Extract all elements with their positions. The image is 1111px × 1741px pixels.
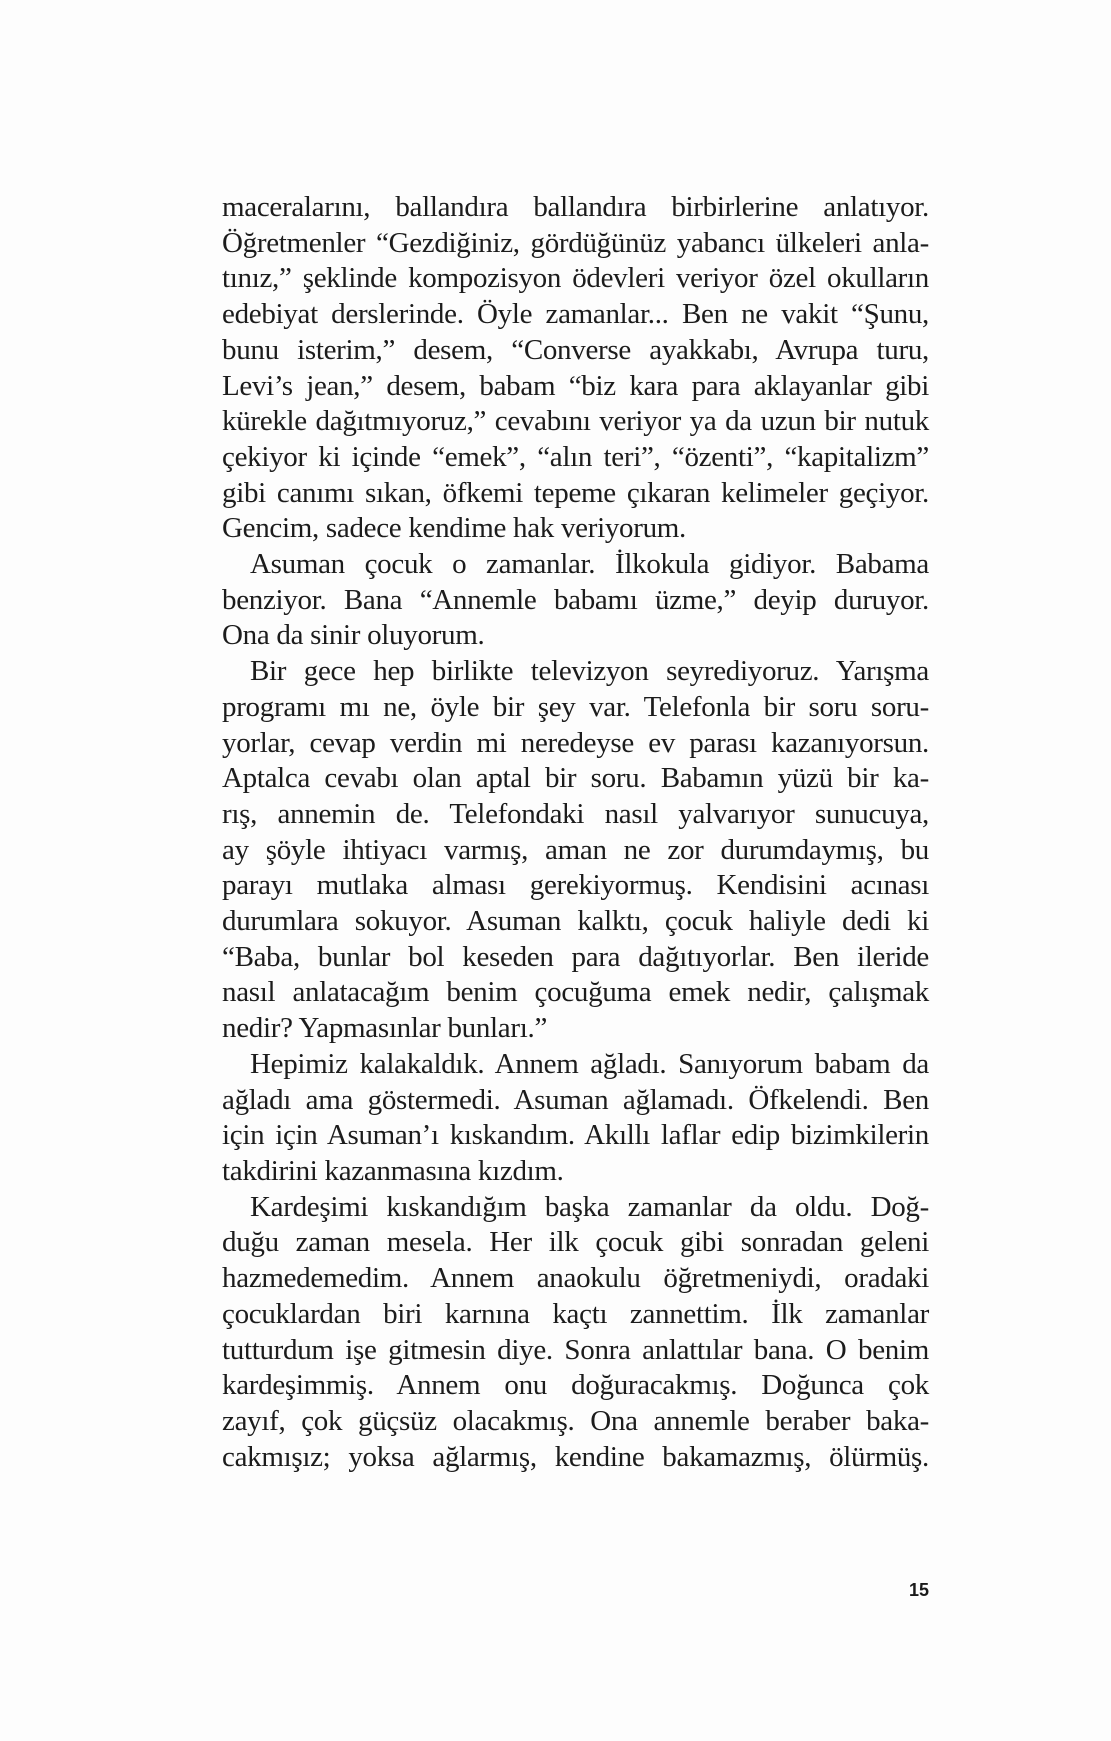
text-line: hazmedemedim. Annem anaokulu öğretmeniydi, oradaki <box>222 1262 929 1295</box>
text-line: tınız,” şeklinde kompozisyon ödevleri veriyor özel okulların <box>222 262 929 295</box>
text-line: Ona da sinir oluyorum. <box>222 619 485 652</box>
text-line: yorlar, cevap verdin mi neredeyse ev parası kazanıyorsun. <box>222 726 929 759</box>
text-line: parayı mutlaka alması gerekiyormuş. Kendisini acınası <box>222 869 929 902</box>
text-line: Öğretmenler “Gezdiğiniz, gördüğünüz yabancı ülkeleri anla- <box>222 226 929 259</box>
text-line: kürekle dağıtmıyoruz,” cevabını veriyor ya da uzun bir nutuk <box>222 405 929 438</box>
text-line: duğu zaman mesela. Her ilk çocuk gibi sonradan geleni <box>222 1226 929 1259</box>
text-line: gibi canımı sıkan, öfkemi tepeme çıkaran kelimeler geçiyor. <box>222 476 929 509</box>
text-line: Bir gece hep birlikte televizyon seyrediyoruz. Yarışma <box>250 655 929 688</box>
text-line: Asuman çocuk o zamanlar. İlkokula gidiyor. Babama <box>250 548 929 581</box>
text-line: programı mı ne, öyle bir şey var. Telefonla bir soru soru- <box>222 690 929 723</box>
text-line: cakmışız; yoksa ağlarmış, kendine bakamazmış, ölürmüş. <box>222 1440 929 1473</box>
text-line: nedir? Yapmasınlar bunları.” <box>222 1012 548 1045</box>
text-line: nasıl anlatacağım benim çocuğuma emek nedir, çalışmak <box>222 976 929 1009</box>
text-line: Gencim, sadece kendime hak veriyorum. <box>222 512 687 545</box>
text-line: “Baba, bunlar bol keseden para dağıtıyorlar. Ben ileride <box>222 940 929 973</box>
text-line: Kardeşimi kıskandığım başka zamanlar da oldu. Doğ- <box>250 1190 929 1223</box>
text-line: çocuklardan biri karnına kaçtı zannettim. İlk zamanlar <box>222 1297 929 1330</box>
text-line: çekiyor ki içinde “emek”, “alın teri”, “özenti”, “kapitalizm” <box>222 440 929 473</box>
text-line: maceralarını, ballandıra ballandıra birbirlerine anlatıyor. <box>222 191 929 223</box>
page-number: 15 <box>908 1580 929 1600</box>
text-line: edebiyat derslerinde. Öyle zamanlar... Ben ne vakit “Şunu, <box>222 298 929 331</box>
text-line: durumlara sokuyor. Asuman kalktı, çocuk haliyle dedi ki <box>222 905 929 938</box>
text-line: için için Asuman’ı kıskandım. Akıllı laflar edip bizimkilerin <box>222 1119 929 1152</box>
text-line: benziyor. Bana “Annemle babamı üzme,” deyip duruyor. <box>222 583 929 616</box>
text-line: rış, annemin de. Telefondaki nasıl yalvarıyor sunucuya, <box>222 797 929 830</box>
text-line: tutturdum işe gitmesin diye. Sonra anlattılar bana. O benim <box>222 1333 929 1366</box>
text-line: bunu isterim,” desem, “Converse ayakkabı, Avrupa turu, <box>222 333 929 366</box>
text-line: takdirini kazanmasına kızdım. <box>222 1154 564 1187</box>
text-line: ağladı ama göstermedi. Asuman ağlamadı. Öfkelendi. Ben <box>222 1083 929 1116</box>
page-text <box>222 190 929 1475</box>
text-line: zayıf, çok güçsüz olacakmış. Ona annemle beraber baka- <box>222 1404 929 1437</box>
text-line: Hepimiz kalakaldık. Annem ağladı. Sanıyorum babam da <box>250 1047 929 1080</box>
text-line: kardeşimmiş. Annem onu doğuracakmış. Doğunca çok <box>222 1369 929 1402</box>
text-line: Levi’s jean,” desem, babam “biz kara para aklayanlar gibi <box>222 369 929 402</box>
text-line: Aptalca cevabı olan aptal bir soru. Babamın yüzü bir ka- <box>222 762 929 795</box>
text-line: ay şöyle ihtiyacı varmış, aman ne zor durumdaymış, bu <box>222 833 929 866</box>
